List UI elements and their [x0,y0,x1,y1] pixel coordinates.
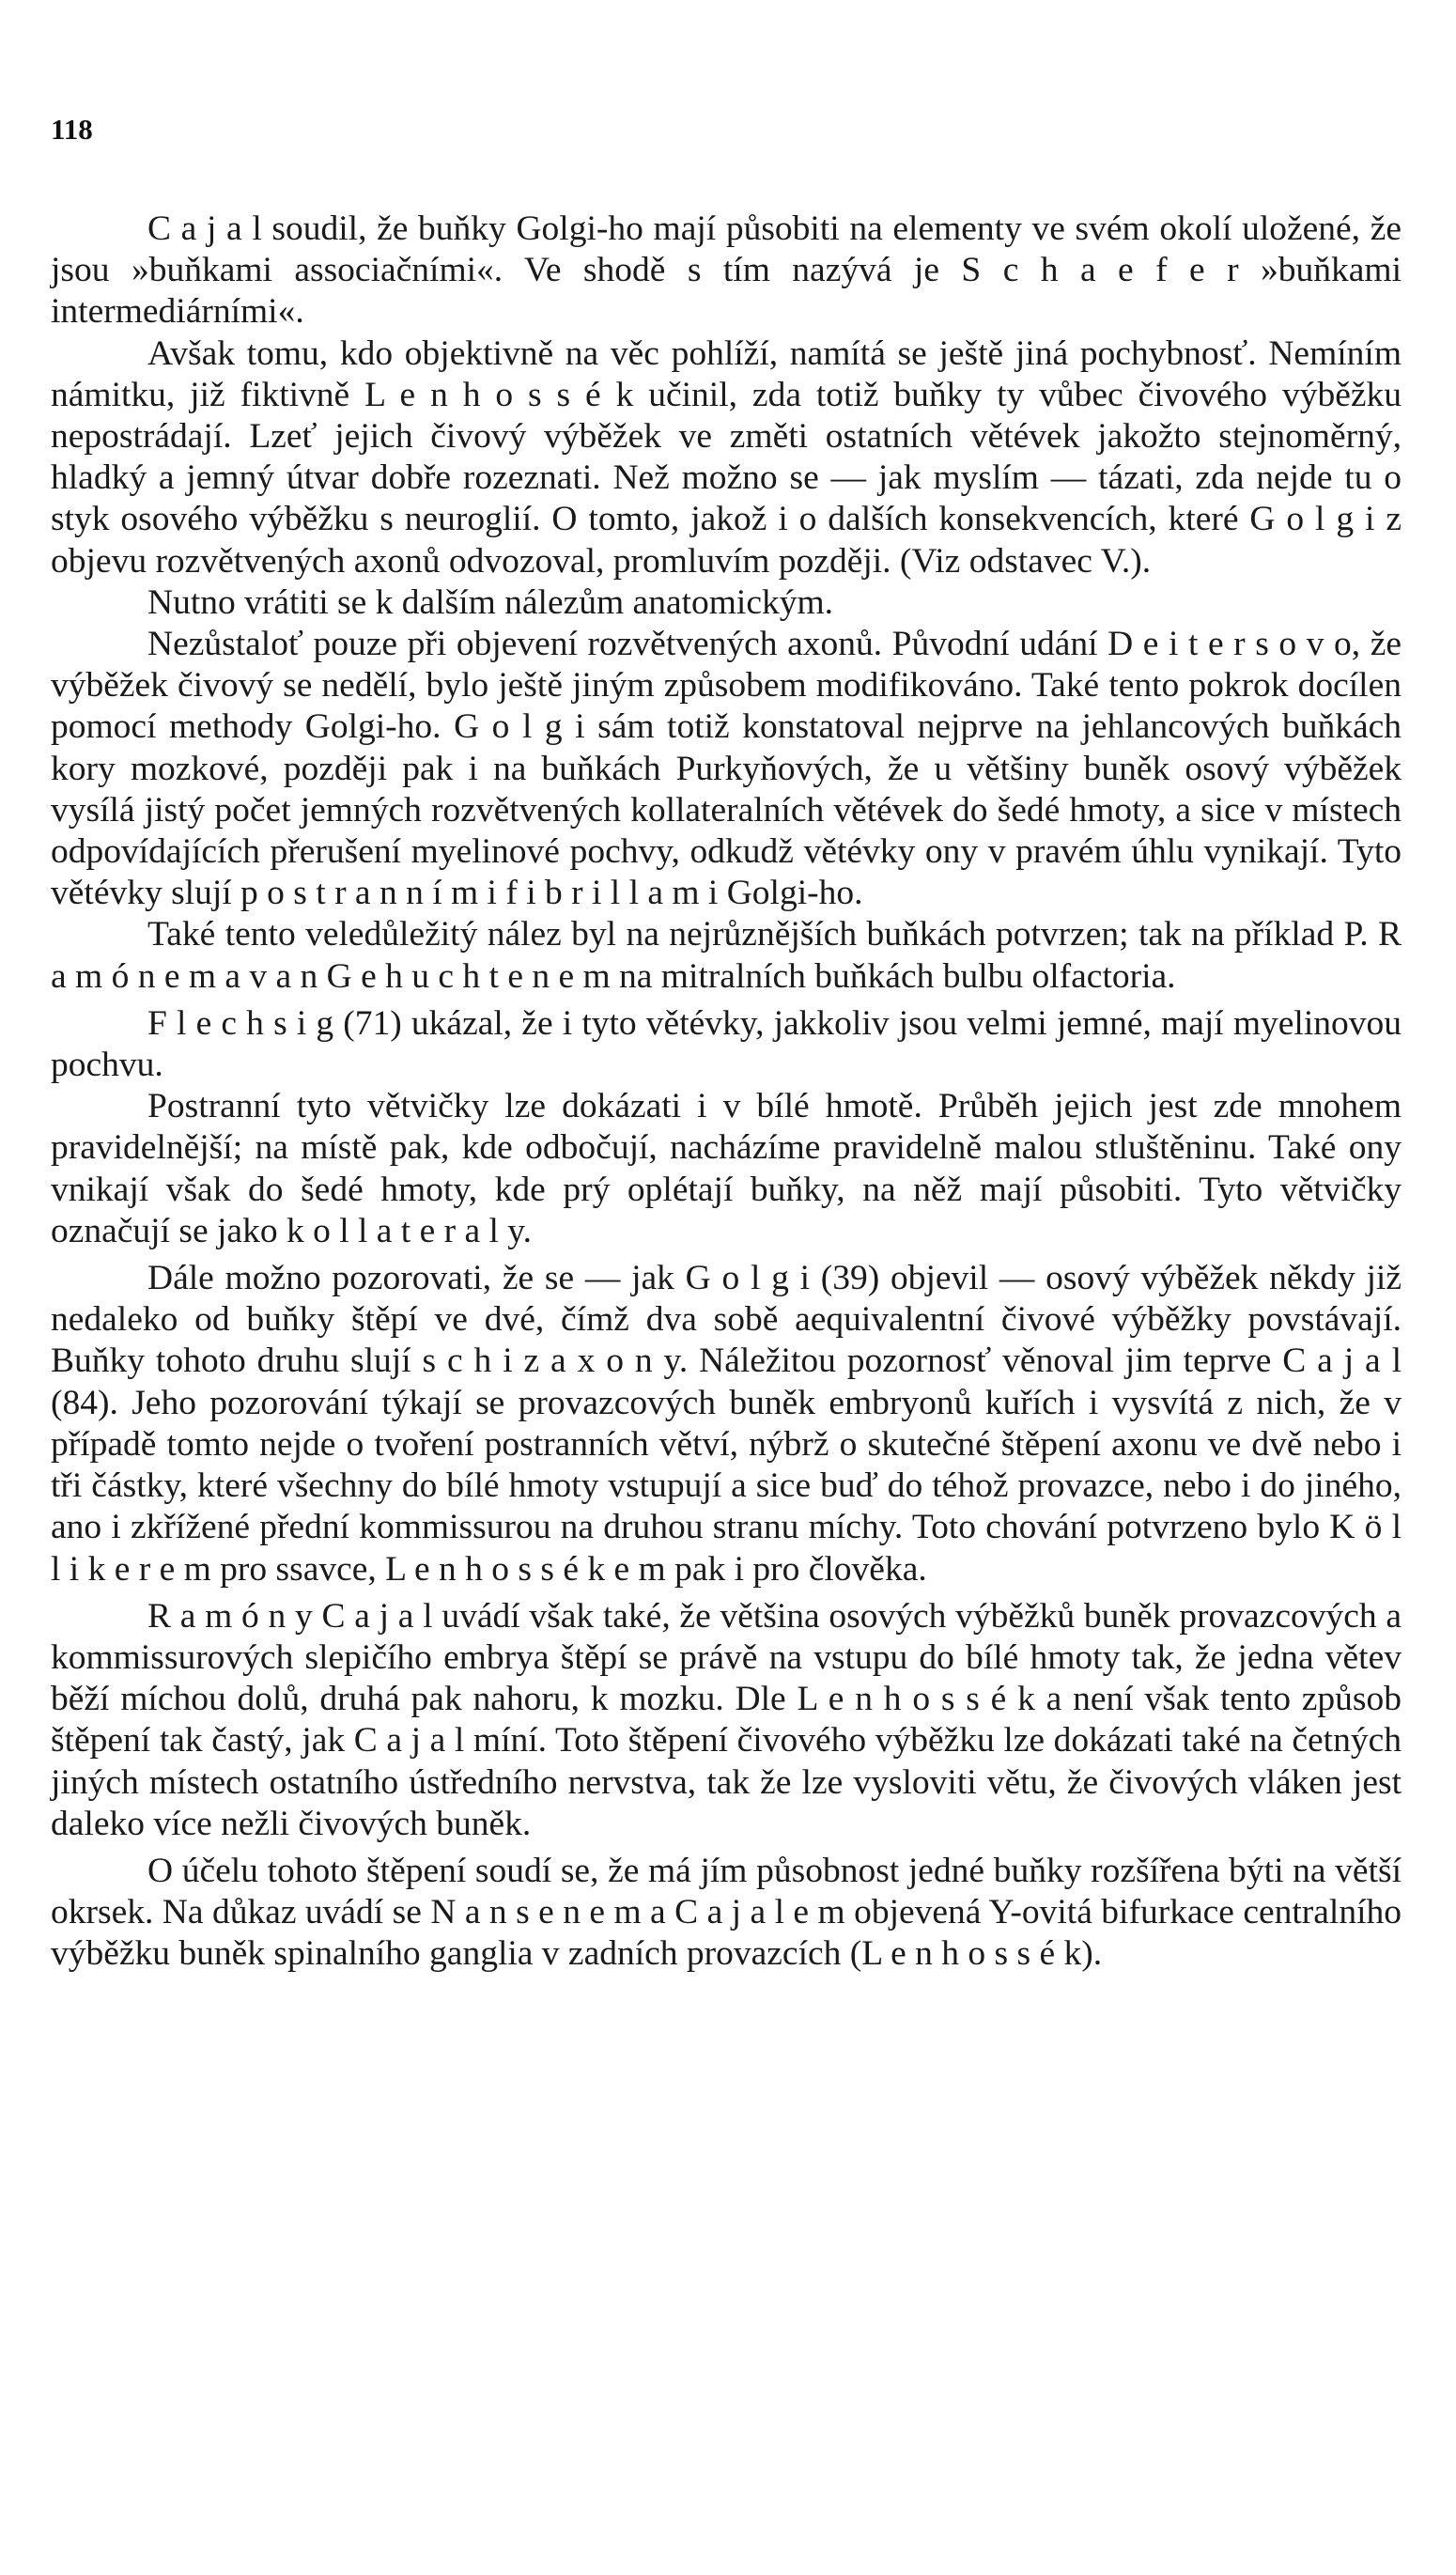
page-number: 118 [51,113,93,146]
paragraph-confirmation: Také tento veledůležitý nález byl na nejrůznějších buňkách potvrzen; tak na příklad P. R a m ó n e m a v a n G e h u c h t e n e m na mitralních buňkách bulbu olfactoria. [51,915,1402,996]
paragraph-return-to-anatomy: Nutno vrátiti se k dalším nálezům anatomickým. [147,582,834,622]
paragraph-cajal-golgi-cells: C a j a l soudil, že buňky Golgi-ho mají působiti na elementy ve svém okolí uložené, že jsou »buňkami associačními«. Ve shodě s tím nazývá je S c h a e f e r »buňkami intermediárními«. [51,209,1402,332]
body-text [51,209,1402,1976]
paragraph-flechsig: F l e c h s i g (71) ukázal, že i tyto větévky, jakkoliv jsou velmi jemné, mají myelinovou pochvu. [51,1003,1402,1085]
paragraph-collaterals: Postranní tyto větvičky lze dokázati i v bílé hmotě. Průběh jejich jest zde mnohem pravidelnější; na místě pak, kde odbočují, nacházíme pravidelně malou stluštěninu. Také ony vnikají však do šedé hmoty, kde prý oplétají buňky, na něž mají působiti. Tyto větvičky označují se jako k o l l a t e r a l y. [51,1087,1402,1250]
paragraph-bifurcation-purpose: O účelu tohoto štěpení soudí se, že má jím působnost jedné buňky rozšířena býti na větší okrsek. Na důkaz uvádí se N a n s e n e m a C a j a l e m objevená Y-ovitá bifurkace centralního výběžku buněk spinalního ganglia v zadních provazcích (L e n h o s s é k). [51,1851,1402,1974]
paragraph-schizaxons: Dále možno pozorovati, že se — jak G o l g i (39) objevil — osový výběžek někdy již nedaleko od buňky štěpí ve dvé, čímž dva sobě aequivalentní čivové výběžky povstávají. Buňky tohoto druhu slují s c h i z a x o n y. Náležitou pozornosť věnoval jim teprve C a j a l (84). Jeho pozorování týkají se provazcových buněk embryonů kuřích i vysvítá z nich, že v případě tomto nejde o tvoření postranních větví, nýbrž o skutečné štěpení axonu ve dvě nebo i tři částky, které všechny do bílé hmoty vstupují a sice buď do téhož provazce, nebo i do jiného, ano i zkřížené přední kommissurou na druhou stranu míchy. Toto chování potvrzeno bylo K ö l l i k e r e m pro ssavce, L e n h o s s é k e m pak i pro člověka. [51,1259,1402,1589]
paragraph-lateral-fibrils: Nezůstaloť pouze při objevení rozvětvených axonů. Původní udání D e i t e r s o v o, že výběžek čivový se nedělí, bylo ještě jiným způsobem modifikováno. Také tento pokrok docílen pomocí methody Golgi-ho. G o l g i sám totiž konstatoval nejprve na jehlancových buňkách kory mozkové, později pak i na buňkách Purkyňových, že u většiny buněk osový výběžek vysílá jistý počet jemných rozvětvených kollateralních větévek do šedé hmoty, a sice v místech odpovídajících přerušení myelinové pochvy, odkudž větévky ony v pravém úhlu vynikají. Tyto větévky slují p o s t r a n n í m i f i b r i l l a m i Golgi-ho. [51,625,1402,913]
paragraph-objection-neuroglia: Avšak tomu, kdo objektivně na věc pohlíží, namítá se ještě jiná pochybnosť. Nemíním námitku, již fiktivně L e n h o s s é k učinil, zda totiž buňky ty vůbec čivového výběžku nepostrádají. Lzeť jejich čivový výběžek ve změti ostatních větévek jakožto stejnoměrný, hladký a jemný útvar dobře rozeznati. Než možno se — jak myslím — tázati, zda nejde tu o styk osového výběžku s neuroglií. O tomto, jakož i o dalších konsekvencích, které G o l g i z objevu rozvětvených axonů odvozoval, promluvím později. (Viz odstavec V.). [51,334,1402,581]
paragraph-ramon-y-cajal: R a m ó n y C a j a l uvádí však také, že většina osových výběžků buněk provazcových a kommissurových slepičího embrya štěpí se právě na vstupu do bílé hmoty tak, že jedna větev běží míchou dolů, druhá pak nahoru, k mozku. Dle L e n h o s s é k a není však tento způsob štěpení tak častý, jak C a j a l míní. Toto štěpení čivového výběžku lze dokázati také na četných jiných místech ostatního ústředního nervstva, tak že lze vysloviti větu, že čivových vláken jest daleko více nežli čivových buněk. [51,1596,1402,1843]
